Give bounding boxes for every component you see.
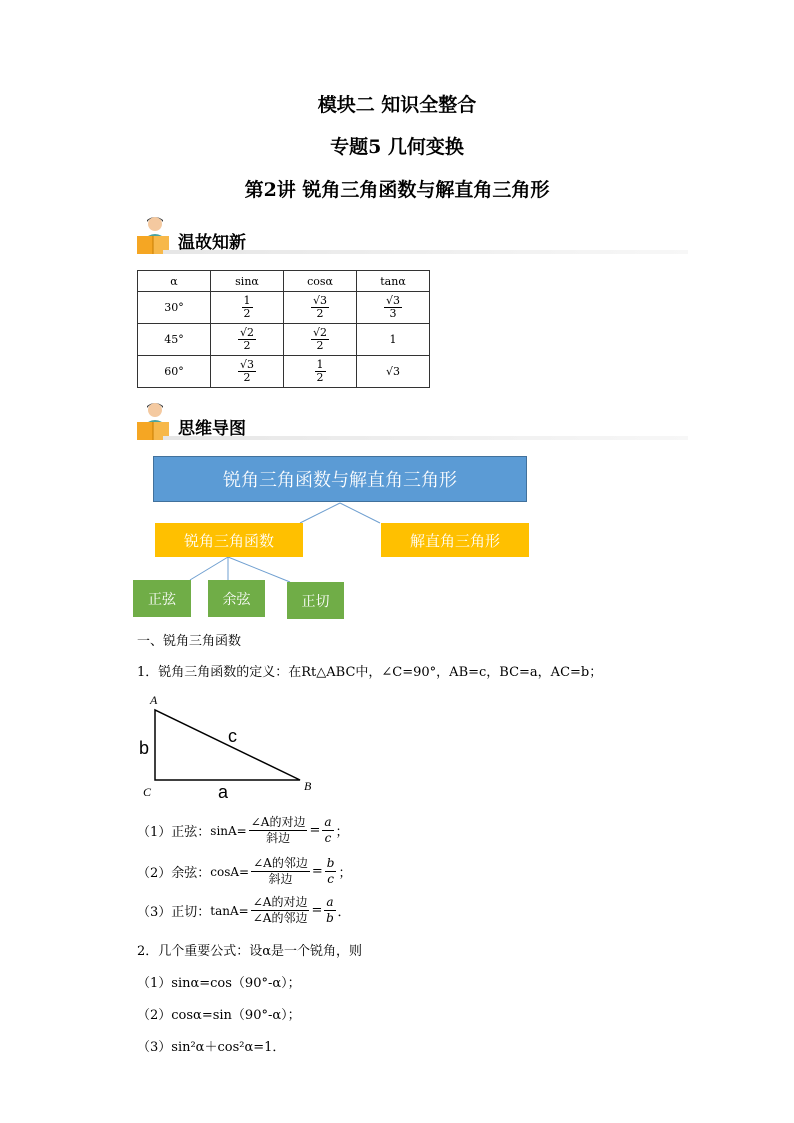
important-formulas-intro: 2．几个重要公式：设α是一个锐角，则 <box>137 944 363 959</box>
col-tan: tanα <box>357 271 430 292</box>
formula-fn: tanA= <box>210 903 249 918</box>
mindmap-leaf-sine: 正弦 <box>133 580 191 617</box>
vertex-c-label: C <box>143 785 152 799</box>
cos-cell: $\frac{1}{2}$ <box>284 356 357 388</box>
formula-label: （2）余弦： <box>137 866 211 881</box>
heading-acute-functions: 一、锐角三角函数 <box>137 634 242 649</box>
col-cos: cosα <box>284 271 357 292</box>
angle-cell: 60° <box>138 356 211 388</box>
sin-cell: $\frac{√2}{2}$ <box>211 324 284 356</box>
side-a-label: a <box>218 782 229 802</box>
cos-cell: $\frac{√2}{2}$ <box>284 324 357 356</box>
formula-fn: sinA= <box>210 823 247 838</box>
formula-eq: = <box>311 864 323 879</box>
topic-title: 专题5 几何变换 <box>330 136 464 158</box>
vertex-b-label: B <box>304 779 312 793</box>
formula-end: ； <box>335 825 349 840</box>
formula-cofunction-cos: （2）cosα=sin（90°-α）； <box>137 1008 301 1023</box>
formula-fraction: ∠A的对边 斜边 <box>250 815 306 845</box>
formula-ratio: $\frac{a}{c}$ <box>324 815 332 845</box>
formula-end: ． <box>337 905 351 920</box>
definition-line: 1．锐角三角函数的定义：在Rt△ABC中，∠C=90°，AB=c，BC=a，AC=b； <box>137 665 603 680</box>
cosine-formula <box>137 856 351 887</box>
formula-ratio: $\frac{a}{b}$ <box>326 895 334 925</box>
tangent-formula <box>137 895 351 926</box>
angle-cell: 45° <box>138 324 211 356</box>
formula-label: （3）正切： <box>137 905 211 920</box>
cos-cell: $\frac{√3}{2}$ <box>284 292 357 324</box>
mindmap-root: 锐角三角函数与解直角三角形 <box>153 456 527 502</box>
side-b-label: b <box>139 738 150 758</box>
right-triangle-figure <box>130 688 330 803</box>
formula-ratio: $\frac{b}{c}$ <box>326 856 335 886</box>
formula-label: （1）正弦： <box>137 825 211 840</box>
module-title: 模块二 知识全整合 <box>317 94 477 116</box>
formula-end: ； <box>338 866 352 881</box>
formula-fraction: ∠A的对边 ∠A的邻边 <box>252 895 308 925</box>
angle-cell: 30° <box>138 292 211 324</box>
mindmap-branch-solving: 解直角三角形 <box>381 523 529 557</box>
formula-fn: cosA= <box>210 864 250 879</box>
formula-cofunction-sin: （1）sinα=cos（90°-α）； <box>137 976 301 991</box>
mindmap-branch-functions: 锐角三角函数 <box>155 523 303 557</box>
lesson-title: 第2讲 锐角三角函数与解直角三角形 <box>244 179 550 201</box>
sin-cell: $\frac{1}{2}$ <box>211 292 284 324</box>
formula-fraction: ∠A的邻边 斜边 <box>253 856 308 886</box>
tan-cell: 1 <box>357 324 430 356</box>
tan-cell: √3 <box>357 356 430 388</box>
vertex-a-label: A <box>150 693 158 707</box>
mindmap-leaf-cosine: 余弦 <box>208 580 265 617</box>
formula-eq: = <box>311 903 323 918</box>
side-c-label: c <box>228 726 237 746</box>
section-label: 思维导图 <box>178 419 246 439</box>
formula-pythagorean: （3）sin²α＋cos²α=1． <box>137 1040 286 1055</box>
formula-eq: = <box>309 823 321 838</box>
col-alpha: α <box>138 271 211 292</box>
mindmap-leaf-tangent: 正切 <box>287 582 344 619</box>
tan-cell: $\frac{√3}{3}$ <box>357 292 430 324</box>
sin-cell: $\frac{√3}{2}$ <box>211 356 284 388</box>
sine-formula <box>137 815 349 846</box>
col-sin: sinα <box>211 271 284 292</box>
section-label: 温故知新 <box>178 233 246 253</box>
